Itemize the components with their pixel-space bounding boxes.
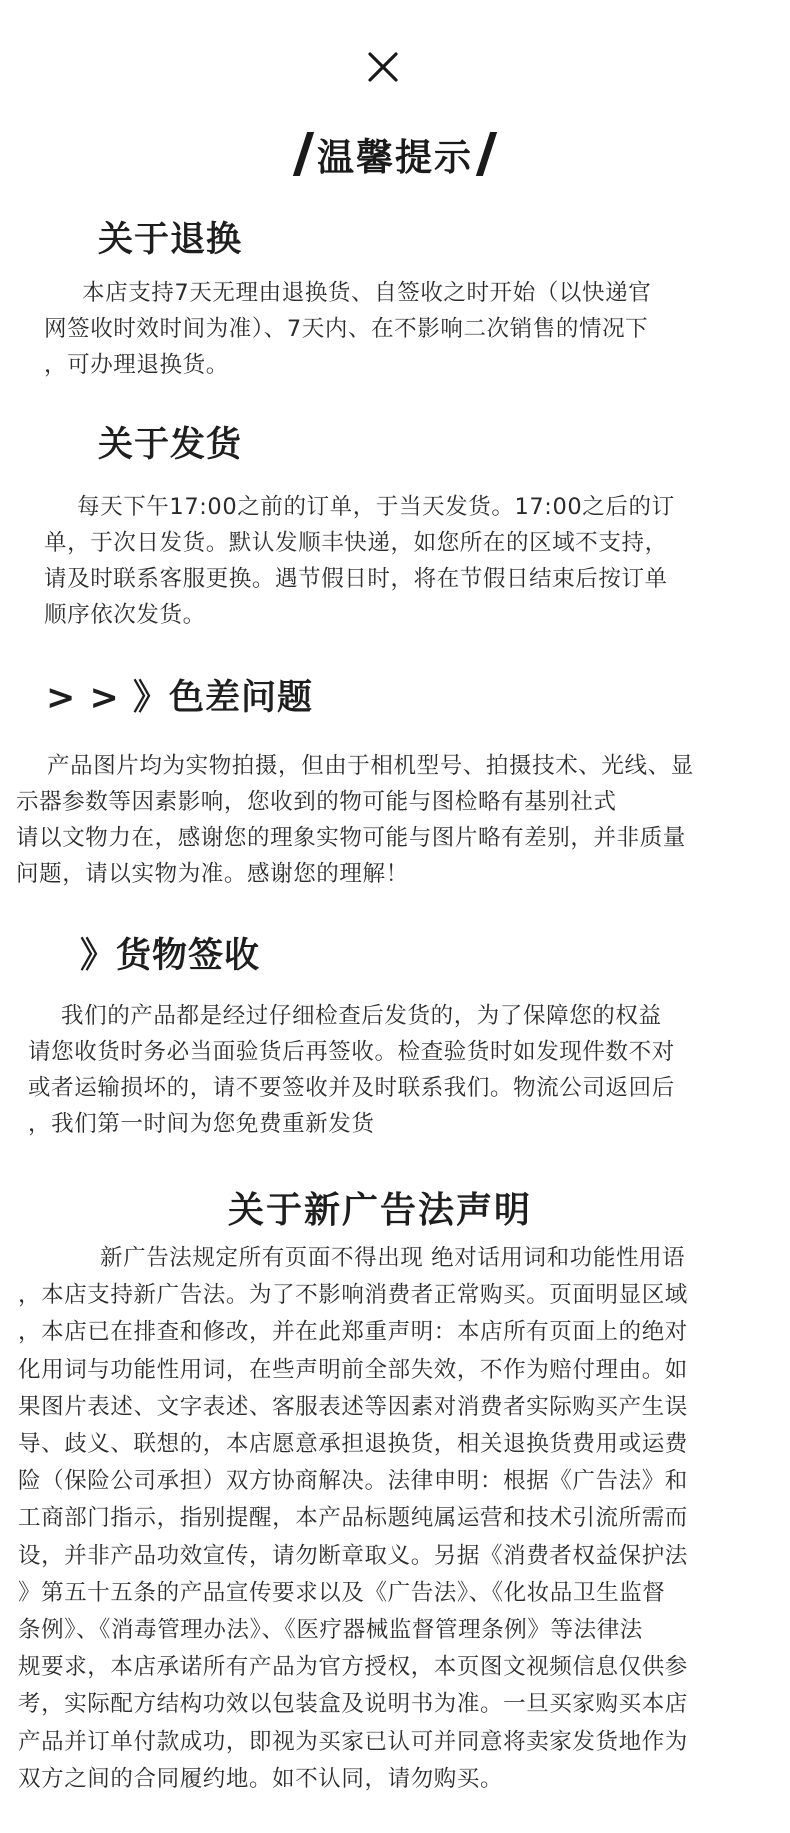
text-line: 设，并非产品功效宣传，请勿断章取义。另据《消费者权益保护法: [18, 1542, 688, 1569]
text-line: 条例》、《消毒管理办法》、《医疗器械监督管理条例》等法律法: [18, 1617, 643, 1644]
text-line: 单，于次日发货。默认发顺丰快递，如您所在的区域不支持，: [44, 530, 668, 556]
text-line: 顺序依次发货。: [44, 602, 206, 628]
page-title: 温馨提示: [317, 136, 473, 179]
section-body-ad-law: [18, 1240, 688, 1798]
section-body-returns: [44, 275, 651, 383]
page-title-block: [0, 126, 790, 182]
text-line: 请及时联系客服更换。遇节假日时，将在节假日结束后按订单: [44, 566, 668, 592]
text-line: 规要求，本店承诺所有产品为官方授权，本页图文视频信息仅供参: [18, 1654, 688, 1681]
text-line: 果图片表述、文字表述、客服表述等因素对消费者实际购买产生误: [18, 1393, 688, 1420]
text-line: 或者运输损坏的，请不要签收并及时联系我们。物流公司返回后: [28, 1075, 675, 1101]
text-line: ，本店支持新广告法。为了不影响消费者正常购买。页面明显区域: [18, 1282, 688, 1309]
title-slash-right: [476, 132, 497, 176]
title-slash-left: [293, 132, 314, 176]
text-line: ，本店已在排查和修改，并在此郑重声明：本店所有页面上的绝对: [18, 1319, 688, 1346]
text-line: 工商部门指示，指别提醒，本产品标题纯属运营和技术引流所需而: [18, 1505, 688, 1532]
section-body-delivery-receipt: [28, 998, 675, 1142]
section-heading-shipping: 关于发货: [98, 425, 243, 465]
text-line: ，我们第一时间为您免费重新发货: [28, 1111, 375, 1137]
text-line: ，可办理退换货。: [44, 352, 229, 378]
text-line: 每天下午17:00之前的订单，于当天发货。17:00之后的订: [77, 494, 675, 520]
text-line: 考，实际配方结构功效以包装盒及说明书为准。一旦买家购买本店: [18, 1691, 688, 1718]
text-line: 问题，请以实物为准。感谢您的理解！: [16, 861, 409, 887]
text-line: 请您收货时务必当面验货后再签收。检查验货时如发现件数不对: [28, 1039, 675, 1065]
close-icon[interactable]: [366, 50, 400, 84]
text-line: 网签收时效时间为准）、7天内、在不影响二次销售的情况下: [44, 316, 649, 342]
section-heading-ad-law: 关于新广告法声明: [227, 1190, 532, 1231]
text-line: 我们的产品都是经过仔细检查后发货的，为了保障您的权益: [61, 1003, 662, 1029]
text-line: 产品图片均为实物拍摄，但由于相机型号、拍摄技术、光线、显: [47, 753, 694, 779]
text-line: 化用词与功能性用词，在些声明前全部失效，不作为赔付理由。如: [18, 1356, 688, 1383]
section-heading-returns: 关于退换: [98, 220, 243, 260]
text-line: 》第五十五条的产品宣传要求以及《广告法》、《化妆品卫生监督: [18, 1579, 666, 1606]
section-body-shipping: [44, 489, 675, 633]
text-line: 双方之间的合同履约地。如不认同，请勿购买。: [18, 1765, 504, 1792]
text-line: 本店支持7天无理由退换货、自签收之时开始（以快递官: [82, 280, 652, 306]
text-line: 请以文物力在，感谢您的理象实物可能与图片略有差别，并非质量: [16, 825, 686, 851]
text-line: 险（保险公司承担）双方协商解决。法律申明：根据《广告法》和: [18, 1468, 688, 1495]
section-heading-color-difference: > > 》色差问题: [46, 678, 314, 718]
text-line: 新广告法规定所有页面不得出现 绝对话用词和功能性用语: [100, 1245, 686, 1271]
text-line: 示器参数等因素影响，您收到的物可能与图检略有基别社式: [16, 789, 617, 815]
text-line: 产品并订单付款成功，即视为买家已认可并同意将卖家发货地作为: [18, 1728, 688, 1755]
section-body-color-difference: [16, 748, 694, 892]
text-line: 导、歧义、联想的，本店愿意承担退换货，相关退换货费用或运费: [18, 1431, 688, 1458]
section-heading-delivery-receipt: 》货物签收: [80, 936, 261, 976]
